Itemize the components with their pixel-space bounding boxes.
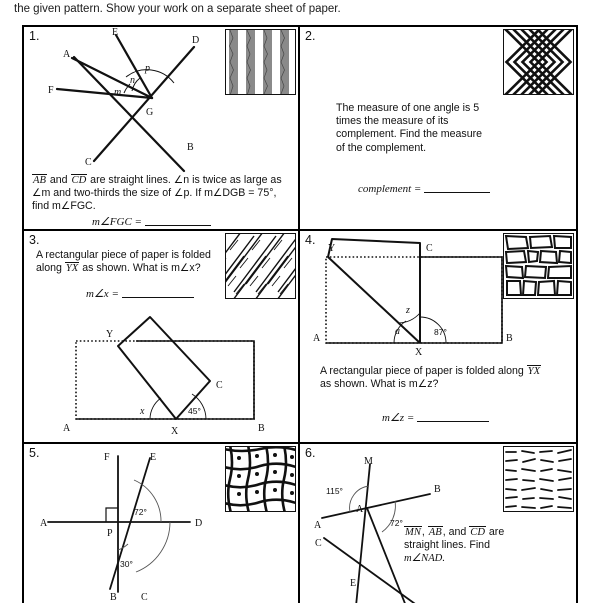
svg-text:X: X xyxy=(171,426,179,437)
svg-text:E: E xyxy=(350,578,357,589)
svg-text:D: D xyxy=(192,35,200,46)
statement-text: find m∠FGC. xyxy=(32,200,96,213)
answer-label: m∠z = xyxy=(382,412,415,424)
problem-number: 3. xyxy=(29,233,40,247)
segment-cd-label: CD xyxy=(71,175,87,186)
problem-number: 5. xyxy=(29,446,40,460)
problem-row-1 xyxy=(24,27,576,231)
problem-cell-5 xyxy=(24,444,300,603)
svg-text:x: x xyxy=(140,406,145,417)
problem-3-statement xyxy=(36,249,246,275)
svg-text:G: G xyxy=(146,107,154,118)
statement-text: times the measure of its xyxy=(336,115,449,128)
statement-text: and xyxy=(46,174,71,186)
svg-text:m: m xyxy=(114,87,122,98)
svg-text:F: F xyxy=(104,452,110,463)
svg-text:a: a xyxy=(395,326,400,337)
svg-text:A: A xyxy=(313,333,321,344)
answer-blank[interactable] xyxy=(145,215,211,226)
svg-text:X: X xyxy=(415,347,423,358)
statement-text: A rectangular piece of paper is folded xyxy=(36,249,211,261)
svg-text:B: B xyxy=(434,484,441,495)
svg-text:A: A xyxy=(314,520,322,531)
svg-text:A: A xyxy=(356,504,364,515)
svg-text:P: P xyxy=(107,528,113,539)
problem-3-answer-line xyxy=(86,287,194,300)
problem-cell-3 xyxy=(24,231,300,442)
statement-text: The measure of one angle is 5 xyxy=(336,102,480,114)
problem-cell-4 xyxy=(300,231,576,442)
answer-label: m∠x = xyxy=(86,288,119,300)
problem-4-figure xyxy=(310,235,522,357)
problem-1-statement xyxy=(32,174,294,214)
segment-yx-label: YX xyxy=(65,263,79,275)
pattern-swatch-cobblestone-dots xyxy=(225,446,296,512)
svg-text:B: B xyxy=(110,592,117,603)
svg-text:C: C xyxy=(315,538,322,549)
problem-4-answer-line xyxy=(382,411,489,424)
problem-cell-1 xyxy=(24,27,300,229)
problem-3-figure xyxy=(58,309,298,437)
segment-yx-label: YX xyxy=(527,366,541,377)
statement-text: A rectangular piece of paper is folded along xyxy=(320,365,527,377)
angle-72-label: 72° xyxy=(134,507,147,517)
segment-ab-label: AB xyxy=(33,175,46,186)
svg-text:A: A xyxy=(63,49,71,60)
svg-text:B: B xyxy=(187,142,194,153)
svg-text:n: n xyxy=(130,75,135,86)
statement-text: are straight lines. ∠n is twice as large as xyxy=(87,174,282,186)
svg-text:E: E xyxy=(150,452,157,463)
angle-115-label: 115° xyxy=(326,486,343,496)
angle-45-label: 45° xyxy=(188,406,201,416)
svg-text:Y: Y xyxy=(106,329,114,340)
statement-text: as shown. What is m∠z? xyxy=(320,378,439,391)
worksheet-instructions: the given pattern. Show your work on a separate sheet of paper. xyxy=(14,3,341,15)
svg-text:Y: Y xyxy=(328,243,336,254)
svg-text:C: C xyxy=(85,157,92,168)
statement-text: along xyxy=(36,262,65,275)
svg-text:A: A xyxy=(63,423,71,434)
pattern-swatch-x-chevron-rays xyxy=(503,29,574,95)
svg-text:D: D xyxy=(195,518,203,529)
svg-text:z: z xyxy=(406,305,410,316)
problem-2-statement xyxy=(336,102,536,155)
statement-text: m∠NAD. xyxy=(404,553,445,565)
svg-text:F: F xyxy=(48,85,54,96)
problem-cell-2 xyxy=(300,27,576,229)
problem-number: 6. xyxy=(305,446,316,460)
problem-6-statement xyxy=(404,526,554,566)
svg-text:B: B xyxy=(258,423,265,434)
problem-1-figure xyxy=(34,27,249,168)
angle-87-label: 87° xyxy=(434,327,447,337)
statement-text: straight lines. Find xyxy=(404,539,490,552)
segment-cd-label: CD xyxy=(470,527,485,538)
segment-mn-label: MN xyxy=(405,527,421,538)
svg-text:p: p xyxy=(145,63,150,74)
answer-blank[interactable] xyxy=(122,287,194,298)
statement-text: complement. Find the measure xyxy=(336,128,483,141)
statement-text: of the complement. xyxy=(336,141,427,154)
svg-text:M: M xyxy=(364,456,373,467)
problem-number: 2. xyxy=(305,29,316,43)
problem-number: 1. xyxy=(29,29,40,43)
svg-text:B: B xyxy=(506,333,513,344)
problem-row-2 xyxy=(24,231,576,444)
pattern-swatch-horizontal-dashes xyxy=(503,446,574,512)
statement-text: , and xyxy=(442,526,470,538)
answer-label: m∠FGC = xyxy=(92,216,142,228)
statement-text: , xyxy=(421,526,428,538)
problem-4-statement xyxy=(320,365,570,391)
answer-blank[interactable] xyxy=(417,411,489,422)
problem-1-answer-line xyxy=(92,215,211,228)
angle-72-label: 72° xyxy=(390,518,403,528)
problems-grid xyxy=(22,25,578,603)
statement-text: are xyxy=(485,526,505,538)
problem-number: 4. xyxy=(305,233,316,247)
problem-2-answer-line xyxy=(358,182,490,195)
statement-text: ∠m and two-thirds the size of ∠p. If m∠DGB = 75°, xyxy=(32,187,277,200)
svg-text:C: C xyxy=(216,380,223,391)
problem-5-figure xyxy=(38,450,223,603)
segment-ab-label: AB xyxy=(428,527,442,538)
statement-text: as shown. What is m∠x? xyxy=(79,262,201,275)
svg-text:C: C xyxy=(141,592,148,603)
svg-text:E: E xyxy=(112,27,119,38)
answer-label: complement = xyxy=(358,183,422,195)
answer-blank[interactable] xyxy=(424,182,490,193)
problem-row-3 xyxy=(24,444,576,603)
svg-text:C: C xyxy=(426,243,433,254)
problem-cell-6 xyxy=(300,444,576,603)
angle-30-label: 30° xyxy=(120,559,133,569)
svg-text:A: A xyxy=(40,518,48,529)
